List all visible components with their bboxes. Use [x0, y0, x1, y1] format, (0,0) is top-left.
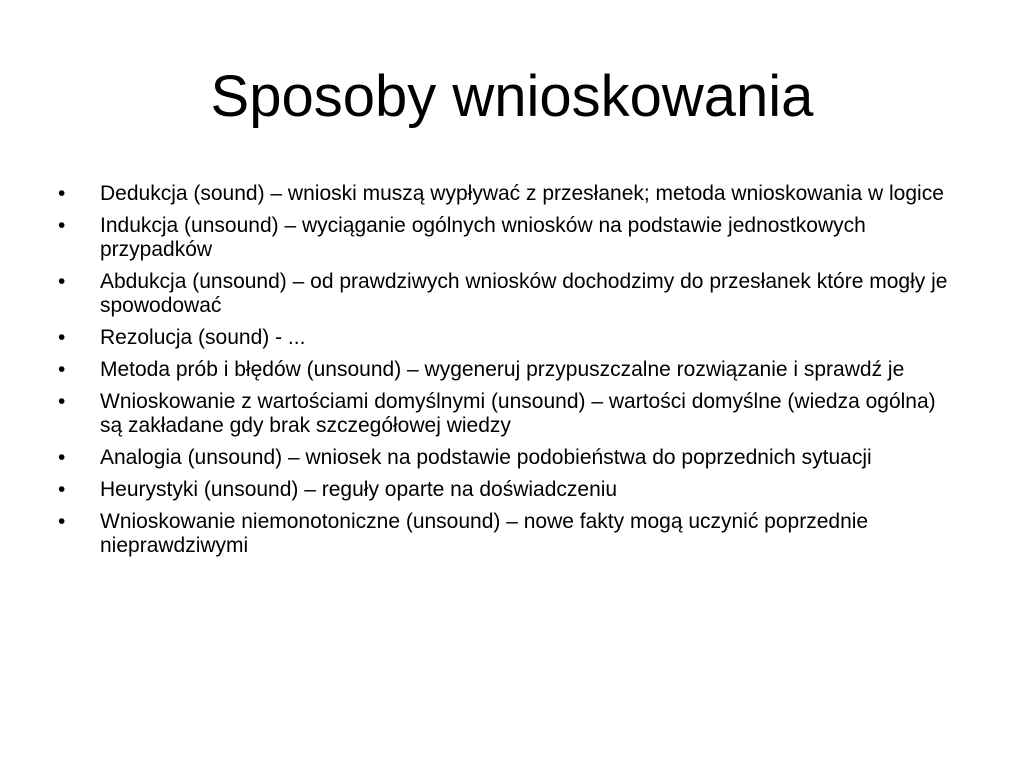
bullet-text: Analogia (unsound) – wniosek na podstawie podobieństwa do poprzednich sytuacji [100, 446, 872, 469]
bullet-dot-icon: • [58, 182, 66, 205]
bullet-dot-icon: • [58, 358, 66, 381]
bullet-list [58, 182, 958, 566]
bullet-dot-icon: • [58, 390, 66, 413]
bullet-dot-icon: • [58, 478, 66, 501]
bullet-item [58, 270, 958, 318]
bullet-dot-icon: • [58, 446, 66, 469]
bullet-item [58, 446, 958, 470]
slide-title: Sposoby wnioskowania [210, 64, 814, 129]
bullet-text: Indukcja (unsound) – wyciąganie ogólnych wniosków na podstawie jednostkowych przypadków [100, 214, 866, 261]
bullet-item [58, 478, 958, 502]
bullet-item [58, 182, 958, 206]
bullet-text: Wnioskowanie niemonotoniczne (unsound) – nowe fakty mogą uczynić poprzednie nieprawdziwymi [100, 510, 869, 557]
bullet-text: Rezolucja (sound) - ... [100, 326, 306, 349]
bullet-text: Abdukcja (unsound) – od prawdziwych wniosków dochodzimy do przesłanek które mogły je spowodować [100, 270, 948, 317]
bullet-item [58, 326, 958, 350]
bullet-dot-icon: • [58, 510, 66, 533]
bullet-text: Dedukcja (sound) – wnioski muszą wypływać z przesłanek; metoda wnioskowania w logice [100, 182, 944, 205]
bullet-item [58, 214, 958, 262]
bullet-text: Heurystyki (unsound) – reguły oparte na doświadczeniu [100, 478, 618, 501]
bullet-item [58, 510, 958, 558]
bullet-dot-icon: • [58, 214, 66, 237]
bullet-item [58, 358, 958, 382]
bullet-item [58, 390, 958, 438]
bullet-dot-icon: • [58, 326, 66, 349]
bullet-dot-icon: • [58, 270, 66, 293]
bullet-text: Metoda prób i błędów (unsound) – wygeneruj przypuszczalne rozwiązanie i sprawdź je [100, 358, 905, 381]
bullet-text: Wnioskowanie z wartościami domyślnymi (unsound) – wartości domyślne (wiedza ogólna) są zakładane gdy brak szczegółowej wiedzy [100, 390, 936, 437]
